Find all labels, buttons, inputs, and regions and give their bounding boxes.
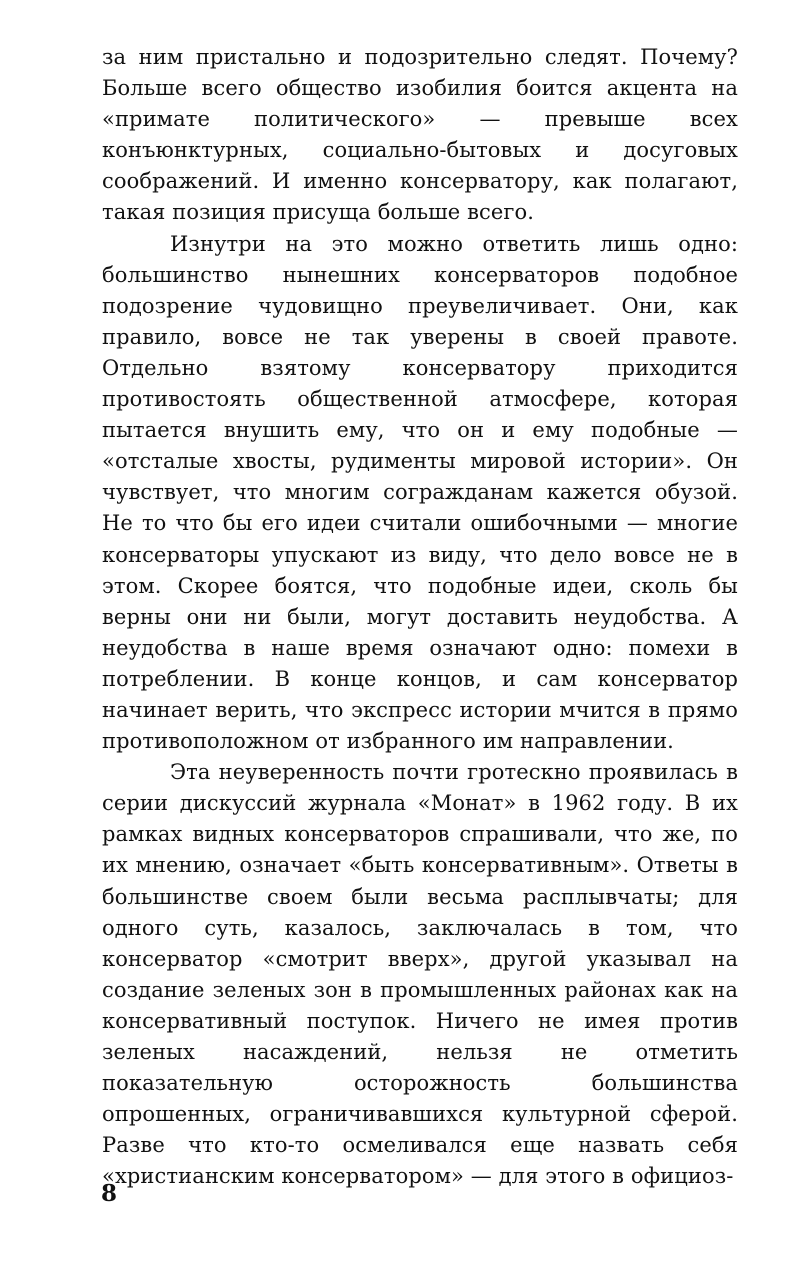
paragraph-1: за ним пристально и подозрительно следят. Почему? Больше всего общество изобилия боится акцента на «примате политического» — превыше всех конъюнктурных, социально-бытовых и досуговых соображений. И именно консерватору, как полагают, такая позиция присуща больше всего. bbox=[102, 45, 738, 225]
paragraph-3: Эта неуверенность почти гротескно проявилась в серии дискуссий журнала «Монат» в 1962 году. В их рамках видных консерваторов спрашивали, что же, по их мнению, означает «быть консервативным». Ответы в большинстве своем были весьма расплывчаты; для одного суть, казалось, заключалась в том, что консерватор «смотрит вверх», другой указывал на создание зеленых зон в промышленных районах как на консервативный поступок. Ничего не имея против зеленых насаждений, нельзя не отметить показательную осторожность большинства опрошенных, ограничивавшихся культурной сферой. Разве что кто-то осмеливался еще назвать себя «христианским консерватором» — для этого в официоз- bbox=[102, 760, 738, 1189]
body-text bbox=[102, 42, 738, 1192]
page-number: 8 bbox=[101, 1180, 118, 1207]
paragraph-2: Изнутри на это можно ответить лишь одно: большинство нынешних консерваторов подобное подозрение чудовищно преувеличивает. Они, как правило, вовсе не так уверены в своей правоте. Отдельно взятому консерватору приходится противостоять общественной атмосфере, которая пытается внушить ему, что он и ему подобные — «отсталые хвосты, рудименты мировой истории». Он чувствует, что многим согражданам кажется обузой. Не то что бы его идеи считали ошибочными — многие консерваторы упускают из виду, что дело вовсе не в этом. Скорее боятся, что подобные идеи, сколь бы верны они ни были, могут доставить неудобства. А неудобства в наше время означают одно: помехи в потреблении. В конце концов, и сам консерватор начинает верить, что экспресс истории мчится в прямо противоположном от избранного им направлении. bbox=[102, 231, 738, 754]
